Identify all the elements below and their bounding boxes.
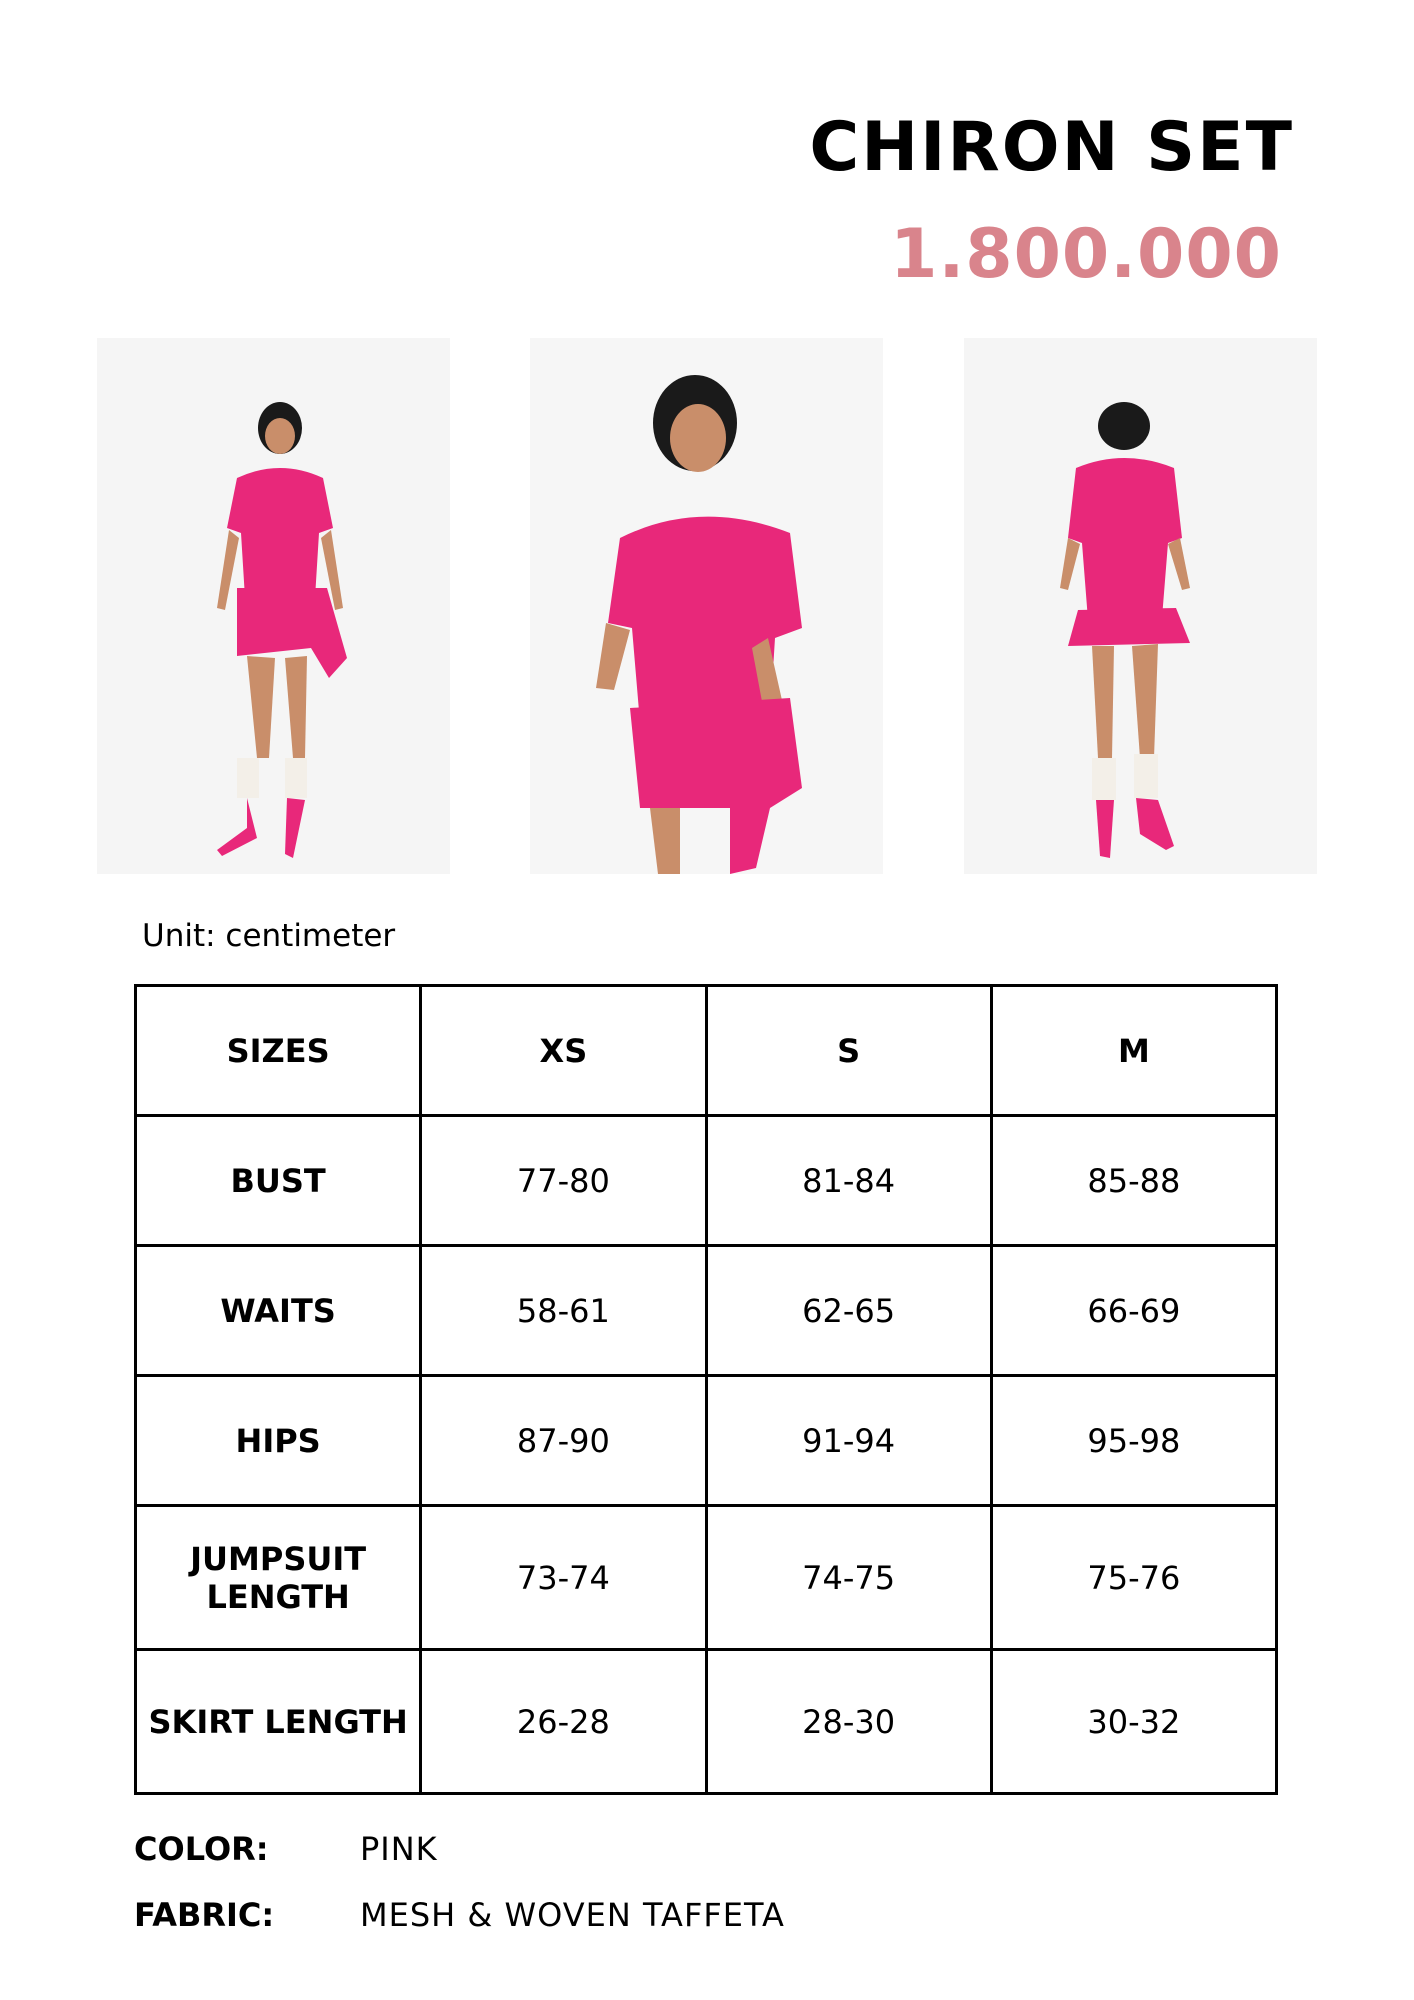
- color-value: PINK: [360, 1830, 438, 1868]
- table-cell: 87-90: [421, 1376, 706, 1506]
- color-label: COLOR:: [134, 1830, 269, 1868]
- table-row: [136, 1506, 1277, 1650]
- fabric-label: FABRIC:: [134, 1896, 275, 1934]
- product-price: 1.800.000: [890, 215, 1282, 294]
- table-cell: 75-76: [991, 1506, 1276, 1650]
- table-cell: 28-30: [706, 1650, 991, 1794]
- table-cell: 85-88: [991, 1116, 1276, 1246]
- photo-gallery: [97, 338, 1317, 874]
- product-photo-back[interactable]: [964, 338, 1317, 874]
- row-label: JUMPSUIT LENGTH: [136, 1506, 421, 1650]
- table-cell: 73-74: [421, 1506, 706, 1650]
- table-cell: 81-84: [706, 1116, 991, 1246]
- column-header: M: [991, 986, 1276, 1116]
- row-label: SKIRT LENGTH: [136, 1650, 421, 1794]
- size-chart-table: [134, 984, 1278, 1795]
- unit-note: Unit: centimeter: [142, 918, 396, 954]
- table-row: [136, 1116, 1277, 1246]
- table-cell: 95-98: [991, 1376, 1276, 1506]
- table-cell: 62-65: [706, 1246, 991, 1376]
- column-header: XS: [421, 986, 706, 1116]
- row-label: HIPS: [136, 1376, 421, 1506]
- table-cell: 66-69: [991, 1246, 1276, 1376]
- table-cell: 91-94: [706, 1376, 991, 1506]
- table-header-row: [136, 986, 1277, 1116]
- column-header: S: [706, 986, 991, 1116]
- fabric-value: MESH & WOVEN TAFFETA: [360, 1896, 785, 1934]
- table-row: [136, 1650, 1277, 1794]
- table-row: [136, 1376, 1277, 1506]
- table-cell: 77-80: [421, 1116, 706, 1246]
- column-header: SIZES: [136, 986, 421, 1116]
- product-title: CHIRON SET: [809, 108, 1294, 187]
- table-cell: 74-75: [706, 1506, 991, 1650]
- table-row: [136, 1246, 1277, 1376]
- row-label: BUST: [136, 1116, 421, 1246]
- product-photo-front[interactable]: [97, 338, 450, 874]
- table-cell: 26-28: [421, 1650, 706, 1794]
- row-label: WAITS: [136, 1246, 421, 1376]
- table-cell: 58-61: [421, 1246, 706, 1376]
- table-cell: 30-32: [991, 1650, 1276, 1794]
- product-photo-detail[interactable]: [530, 338, 883, 874]
